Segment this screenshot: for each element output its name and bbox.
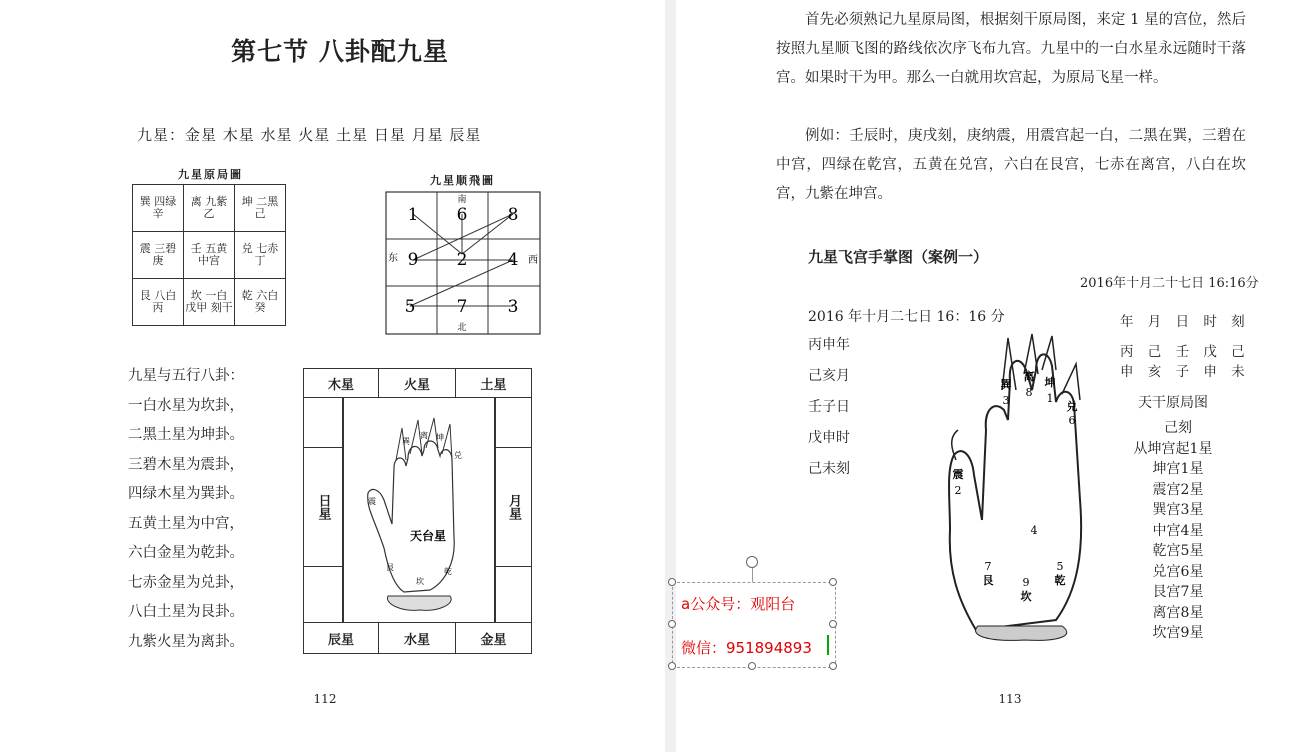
rotate-handle[interactable] xyxy=(746,556,758,568)
wuxing-line: 九星与五行八卦： xyxy=(128,368,244,384)
finger-label: 兑 xyxy=(454,451,462,460)
origin-cell: 坤 二黑 己 xyxy=(235,185,286,232)
pillar-line: 己未刻 xyxy=(808,461,850,477)
wuxing-line: 三碧木星为震卦， xyxy=(128,456,244,473)
palace-line: 坎宫9星 xyxy=(1152,625,1204,641)
finger-label: 离 xyxy=(420,431,428,440)
origin-chart-caption: 九星原局圖 xyxy=(178,168,243,181)
palace-gua: 兑 xyxy=(1066,400,1078,413)
origin-cell: 离 九紫 乙 xyxy=(184,185,235,232)
origin-cell: 巽 四绿 辛 xyxy=(133,185,184,232)
watermark-line1[interactable]: a公众号：观阳台 xyxy=(681,595,796,613)
hand-cell-top: 火星 xyxy=(378,368,456,398)
paragraph-2: 例如：壬辰时，庚戌刻，庚纳震，用震宫起一白，二黑在巽，三碧在中宫，四绿在乾宫，五黄在兑宫，六白在艮宫，七赤在离宫，八白在坎宫，九紫在坤宫。 xyxy=(776,128,1246,202)
wuxing-line: 六白金星为乾卦。 xyxy=(128,545,244,561)
watermark-line2[interactable]: 微信：951894893 xyxy=(681,639,812,657)
hand-cell-top: 土星 xyxy=(455,368,532,398)
flight-num: 1 xyxy=(407,205,419,225)
palace-gua: 坎 xyxy=(1020,590,1032,603)
finger-label: 巽 xyxy=(402,437,410,446)
palace-num: 5 xyxy=(1056,560,1064,573)
palace-line: 己刻 xyxy=(1164,420,1192,436)
resize-handle-ml[interactable] xyxy=(668,620,676,628)
flight-num: 6 xyxy=(456,205,468,225)
origin-cell: 艮 八白 丙 xyxy=(133,279,184,326)
finger-label: 艮 xyxy=(386,563,394,572)
flight-chart xyxy=(382,186,544,338)
hand-palace-drawing xyxy=(938,330,1108,648)
hand-cell-bottom: 金星 xyxy=(455,622,532,654)
hand-cell-corner xyxy=(303,397,343,448)
wuxing-line: 四绿木星为巽卦。 xyxy=(128,486,244,502)
palace-gua: 震 xyxy=(952,468,964,481)
origin-cell: 壬 五黄 中宫 xyxy=(184,232,235,279)
resize-handle-bm[interactable] xyxy=(748,662,756,670)
resize-handle-bl[interactable] xyxy=(668,662,676,670)
center-label: 天台星 xyxy=(409,529,447,543)
page-number-right: 113 xyxy=(998,692,1022,706)
origin-cell: 震 三碧 庚 xyxy=(133,232,184,279)
origin-chart xyxy=(132,184,286,326)
palace-list xyxy=(1128,418,1228,644)
ganzhi-table xyxy=(1120,312,1250,382)
palace-line: 离宫8星 xyxy=(1152,604,1204,621)
ganzhi-row: 丙 己 壬 戊 己 xyxy=(1120,344,1250,360)
pillar-line: 壬子日 xyxy=(808,399,850,415)
south-label: 南 xyxy=(457,195,467,205)
palace-gua: 乾 xyxy=(1054,574,1066,587)
palace-line: 巽宫3星 xyxy=(1152,502,1204,518)
hand-cell-right: 月星 xyxy=(495,447,532,567)
palace-num: 1 xyxy=(1046,392,1054,405)
palace-line: 从坤宫起1星 xyxy=(1133,440,1213,457)
text-cursor xyxy=(827,635,829,655)
resize-handle-tl[interactable] xyxy=(668,578,676,586)
flight-num: 3 xyxy=(507,297,519,317)
four-pillars xyxy=(808,330,850,485)
wuxing-line: 九紫火星为离卦。 xyxy=(128,633,244,650)
paragraph-1: 首先必须熟记九星原局图，根据刻干原局图，来定 1 星的宫位，然后按照九星顺飞图的路线依次序飞布九宫。九星中的一白水星永远随时干落宫。如果时干为甲。那么一白就用坎宫起，为原局飞星一样。 xyxy=(776,12,1246,86)
pillar-line: 丙申年 xyxy=(808,337,850,353)
flight-num: 8 xyxy=(507,205,519,225)
tiangan-title: 天干原局图 xyxy=(1138,395,1208,411)
palace-gua: 离 xyxy=(1023,370,1035,383)
palace-num: 8 xyxy=(1025,386,1033,399)
resize-handle-br[interactable] xyxy=(829,662,837,670)
finger-label: 坎 xyxy=(416,577,424,586)
east-label: 东 xyxy=(388,253,398,264)
nine-stars-line: 九星：金星 木星 水星 火星 土星 日星 月星 辰星 xyxy=(137,126,482,144)
wuxing-line: 八白土星为艮卦。 xyxy=(128,604,244,620)
palace-gua: 巽 xyxy=(1000,378,1012,391)
hand-chart xyxy=(303,368,532,654)
hand-chart-title: 九星飞宫手掌图（案例一） xyxy=(808,248,989,266)
wuxing-line: 五黄土星为中宫， xyxy=(128,515,244,532)
left-hand-drawing xyxy=(344,398,494,622)
section-title: 第七节 八卦配九星 xyxy=(231,37,449,66)
finger-label: 坤 xyxy=(436,433,444,442)
date-left: 2016 年十月二七日 16：16 分 xyxy=(808,309,1005,325)
flight-num: 2 xyxy=(456,250,468,270)
hand-cell-top: 木星 xyxy=(303,368,379,398)
palace-num: 4 xyxy=(1030,524,1038,537)
palace-line: 兑宫6星 xyxy=(1152,563,1204,580)
palace-line: 乾宫5星 xyxy=(1152,543,1204,559)
origin-cell: 兑 七赤 丁 xyxy=(235,232,286,279)
palace-line: 震宫2星 xyxy=(1152,481,1204,498)
rotate-handle-stem xyxy=(752,566,753,582)
wuxing-line: 一白水星为坎卦， xyxy=(128,397,244,414)
page-number-left: 112 xyxy=(313,692,337,706)
hand-cell-corner xyxy=(303,566,343,623)
wuxing-line: 二黑土星为坤卦。 xyxy=(128,427,244,443)
wuxing-list xyxy=(128,362,244,657)
origin-cell: 坎 一白 戊甲 刻干 xyxy=(184,279,235,326)
palace-num: 7 xyxy=(984,560,992,573)
west-label: 西 xyxy=(528,255,538,266)
hand-inner-frame xyxy=(343,397,495,623)
palace-line: 艮宫7星 xyxy=(1152,584,1204,600)
palace-num: 2 xyxy=(954,484,962,497)
resize-handle-mr[interactable] xyxy=(829,620,837,628)
palace-num: 9 xyxy=(1022,576,1030,589)
wuxing-line: 七赤金星为兑卦， xyxy=(128,574,244,591)
pillar-line: 己亥月 xyxy=(808,368,850,384)
palace-gua: 坤 xyxy=(1044,376,1056,389)
flight-num: 9 xyxy=(407,250,419,270)
flight-chart-caption: 九星顺飛圖 xyxy=(430,174,495,187)
palace-line: 中宫4星 xyxy=(1152,522,1204,539)
hand-cell-bottom: 辰星 xyxy=(303,622,379,654)
ganzhi-row: 申 亥 子 申 未 xyxy=(1120,364,1250,380)
hand-cell-corner xyxy=(495,566,532,623)
north-label: 北 xyxy=(457,323,467,333)
watermark-textbox[interactable] xyxy=(672,582,836,668)
hand-cell-bottom: 水星 xyxy=(378,622,456,654)
palace-line: 坤宫1星 xyxy=(1152,461,1204,477)
flight-num: 4 xyxy=(507,250,519,270)
pillar-line: 戊申时 xyxy=(808,430,850,446)
origin-cell: 乾 六白 癸 xyxy=(235,279,286,326)
palace-gua: 艮 xyxy=(982,574,994,587)
flight-num: 7 xyxy=(456,297,468,317)
finger-label: 震 xyxy=(368,497,376,506)
resize-handle-tr[interactable] xyxy=(829,578,837,586)
ganzhi-header: 年 月 日 时 刻 xyxy=(1120,314,1250,330)
flight-num: 5 xyxy=(404,297,416,317)
hand-cell-corner xyxy=(495,397,532,448)
finger-label: 乾 xyxy=(444,567,452,576)
hand-cell-left: 日星 xyxy=(303,447,343,567)
palace-num: 6 xyxy=(1068,414,1076,427)
palace-num: 3 xyxy=(1002,394,1010,407)
date-right: 2016年十月二十七日 16:16分 xyxy=(1080,276,1259,291)
